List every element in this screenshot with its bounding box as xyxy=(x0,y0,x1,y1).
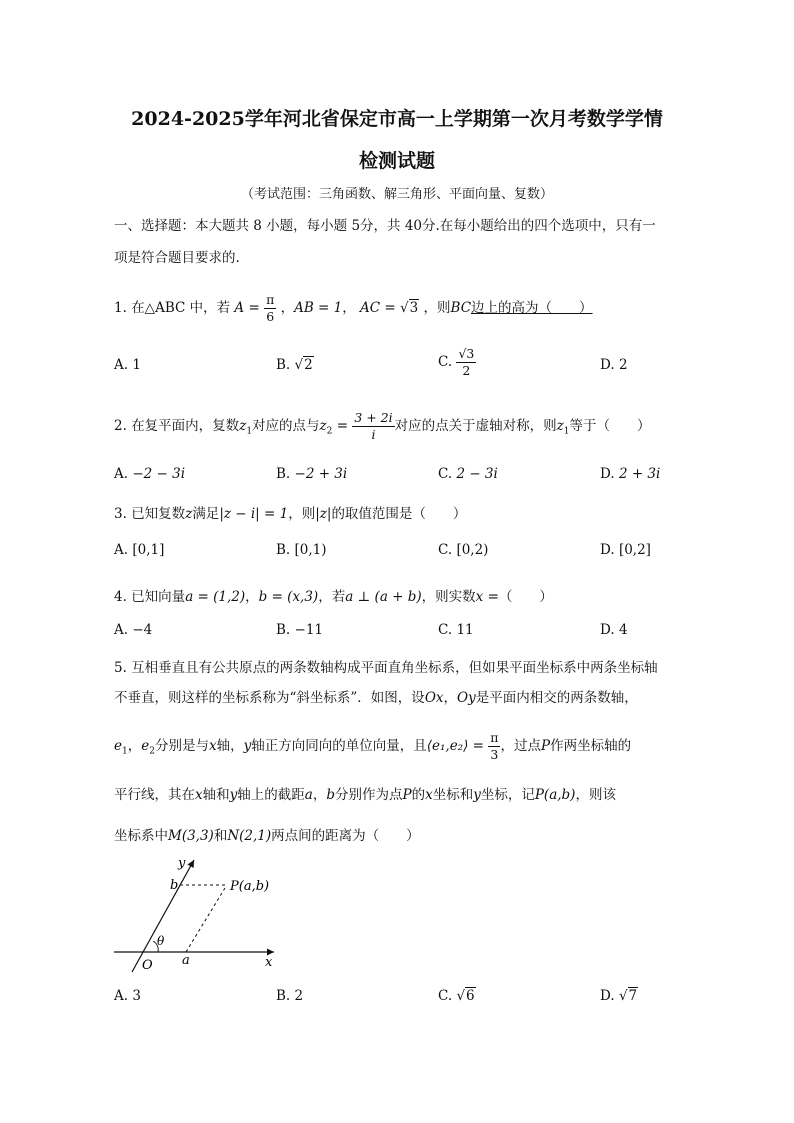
option-b[interactable]: B. 2 xyxy=(276,988,304,1004)
section-heading: 一、选择题：本大题共 8 小题，每小题 5分，共 40分.在每小题给出的四个选项中，只有一 xyxy=(114,218,656,234)
exam-scope: （考试范围：三角函数、解三角形、平面向量、复数） xyxy=(240,187,553,202)
sqrt-expression: √3 xyxy=(400,300,419,316)
option-d[interactable]: D. 2 xyxy=(600,357,628,373)
option-d[interactable]: D. [0,2] xyxy=(600,542,651,558)
question-4: 4. 已知向量a = (1,2)，b = (x,3)，若a ⊥ (a + b)，则实数x =（ ） xyxy=(114,589,553,605)
option-b[interactable]: B. [0,1) xyxy=(276,542,327,558)
fraction: $\frac{3 + 2i}{i}$ xyxy=(354,410,393,442)
question-5-line2: 不垂直，则这样的坐标系称为“斜坐标系”．如图，设Ox，Oy是平面内相交的两条数轴， xyxy=(114,690,638,706)
option-d[interactable]: D. 4 xyxy=(600,622,628,638)
option-c[interactable]: C. [0,2) xyxy=(438,542,489,558)
option-c[interactable]: C. 11 xyxy=(438,622,474,638)
page-title: 2024-2025学年河北省保定市高一上学期第一次月考数学学情 xyxy=(131,108,663,130)
option-a[interactable]: A. 3 xyxy=(114,988,141,1004)
question-1: 1. 在△ABC 中，若 A = $\frac{\pi}{6}$ ，AB = 1， AC = √3 ，则BC边上的高为（ ） xyxy=(114,292,593,324)
option-a[interactable]: A. −2 − 3i xyxy=(114,466,186,482)
question-5-line3: $e_1$，$e_2$分别是与x轴，y轴正方向同向的单位向量，且⟨e₁,e₂⟩ = $\frac{\pi}{3}$ ，过点P作两坐标轴的 xyxy=(114,730,632,762)
option-c[interactable]: C. √6 xyxy=(438,988,475,1004)
question-5: 5. 互相垂直且有公共原点的两条数轴构成平面直角坐标系，但如果平面坐标系中两条坐标轴 xyxy=(114,660,658,676)
option-b[interactable]: B. −11 xyxy=(276,622,324,638)
label-a: a xyxy=(182,953,190,968)
option-a[interactable]: A. [0,1] xyxy=(114,542,165,558)
option-c[interactable]: C. $\frac{√3}{2}$ xyxy=(438,346,475,378)
option-d[interactable]: D. 2 + 3i xyxy=(600,466,661,482)
question-3: 3. 已知复数z满足|z − i| = 1，则|z|的取值范围是（ ） xyxy=(114,506,467,522)
label-y: y xyxy=(178,856,186,871)
option-b[interactable]: B. −2 + 3i xyxy=(276,466,348,482)
section-heading-line2: 项是符合题目要求的. xyxy=(114,250,240,266)
option-a[interactable]: A. −4 xyxy=(114,622,153,638)
option-c[interactable]: C. 2 − 3i xyxy=(438,466,498,482)
question-number: 1. xyxy=(114,300,127,316)
label-theta: θ xyxy=(157,934,165,948)
oblique-coordinate-figure xyxy=(108,852,288,974)
option-b[interactable]: B. √2 xyxy=(276,357,313,373)
label-b: b xyxy=(170,878,179,893)
page-title-line2: 检测试题 xyxy=(358,150,435,172)
label-x: x xyxy=(265,955,273,970)
question-text: 在△ABC 中，若 xyxy=(131,300,231,316)
question-5-line5: 坐标系中M(3,3)和N(2,1)两点间的距离为（ ） xyxy=(114,828,420,844)
option-d[interactable]: D. √7 xyxy=(600,988,638,1004)
label-o: O xyxy=(142,958,153,973)
option-a[interactable]: A. 1 xyxy=(114,357,141,373)
dashed-parallel-y xyxy=(186,888,225,952)
fraction: $\frac{\pi}{3}$ xyxy=(490,730,499,762)
label-p: P(a,b) xyxy=(230,879,270,894)
question-2: 2. 在复平面内，复数$z_1$对应的点与$z_2$ = $\frac{3 + 2i}{i}$ 对应的点关于虚轴对称，则$z_1$等于（ ） xyxy=(114,410,651,442)
question-5-line4: 平行线，其在x轴和y轴上的截距a，b分别作为点P的x坐标和y坐标，记P(a,b)，则该 xyxy=(114,787,616,803)
fraction: $\frac{\pi}{6}$ xyxy=(266,292,275,324)
